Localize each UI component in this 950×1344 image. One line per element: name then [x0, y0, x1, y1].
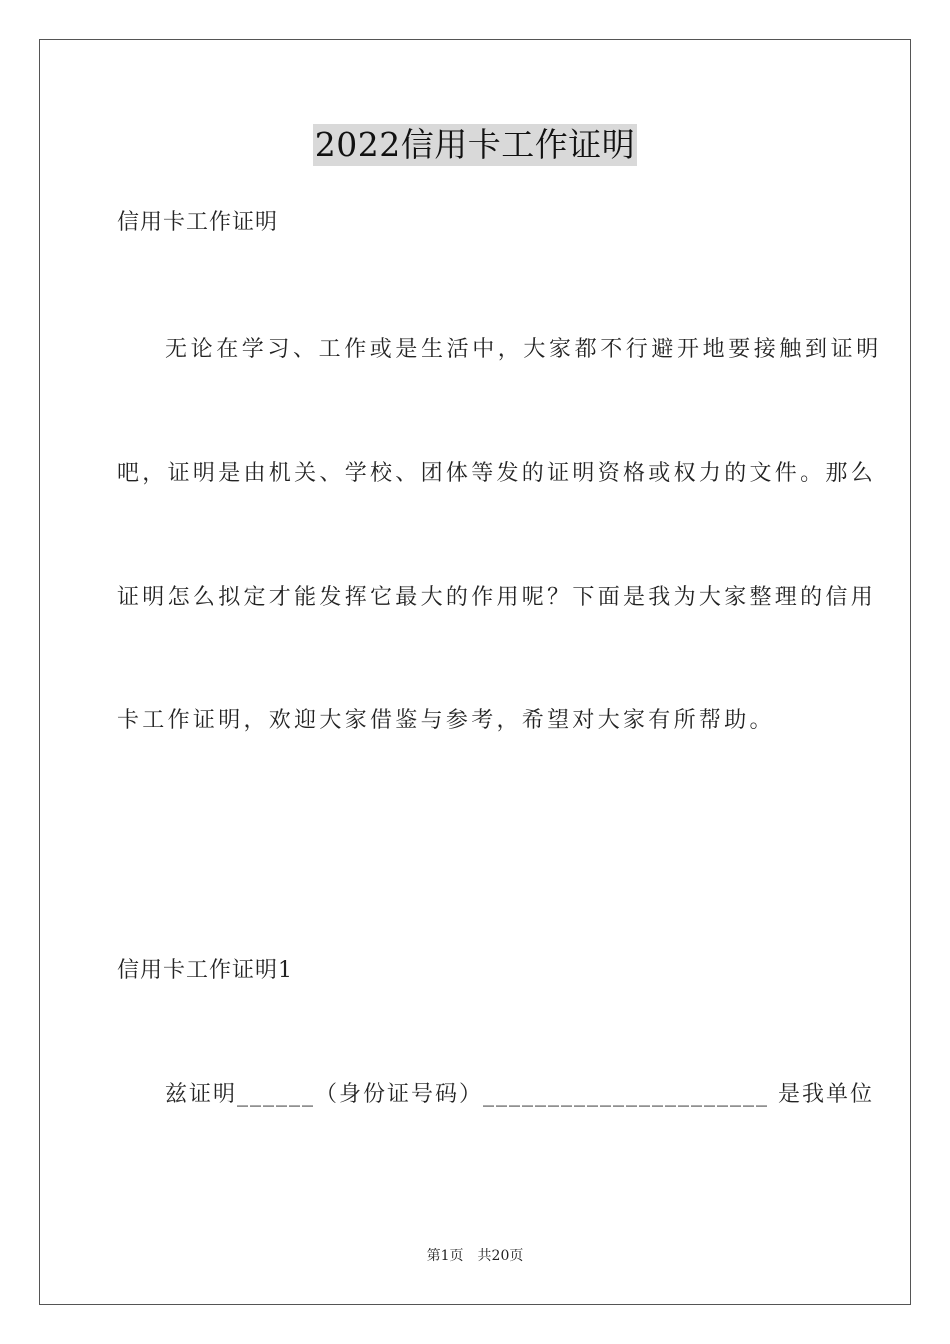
title-container: [0, 124, 950, 166]
page-footer: [0, 1246, 950, 1266]
certificate-body-line: 兹证明______（身份证号码）______________________ 是我单位: [165, 1082, 874, 1107]
page-number: 第1页: [426, 1248, 464, 1264]
intro-paragraph-line: 证明怎么拟定才能发挥它最大的作用呢？下面是我为大家整理的信用: [117, 585, 877, 610]
document-subtitle: 信用卡工作证明: [117, 210, 279, 235]
intro-paragraph-line: 无论在学习、工作或是生活中，大家都不行避开地要接触到证明: [165, 337, 882, 362]
section-heading: 信用卡工作证明1: [117, 958, 293, 983]
intro-paragraph-line: 卡工作证明，欢迎大家借鉴与参考，希望对大家有所帮助。: [117, 708, 775, 733]
page-total: 共20页: [477, 1248, 524, 1264]
document-title: 2022信用卡工作证明: [314, 125, 636, 164]
intro-paragraph-line: 吧，证明是由机关、学校、团体等发的证明资格或权力的文件。那么: [117, 461, 877, 486]
